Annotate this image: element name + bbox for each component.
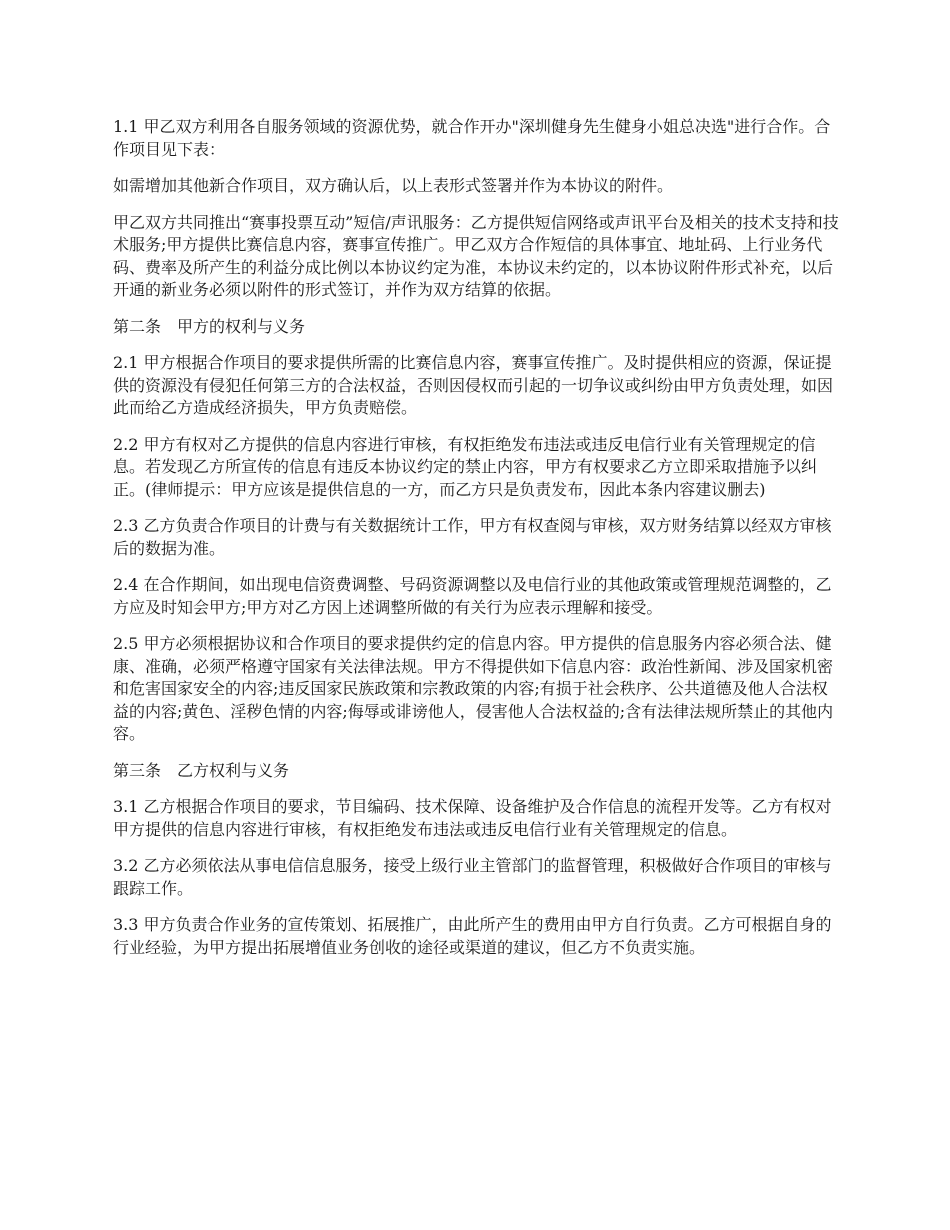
paragraph-3-2: 3.2 乙方必须依法从事电信信息服务，接受上级行业主管部门的监督管理，积极做好合作项目的审核与跟踪工作。 [113,856,832,898]
paragraph-2-2: 2.2 甲方有权对乙方提供的信息内容进行审核，有权拒绝发布违法或违反电信行业有关管理规定的信息。若发现乙方所宣传的信息有违反本协议约定的禁止内容，甲方有权要求乙方立即采取措施予以纠正。(律师提示：甲方应该是提供信息的一方，而乙方只是负责发布，因此本条内容建议删去) [113,434,818,499]
paragraph-2-1: 2.1 甲方根据合作项目的要求提供所需的比赛信息内容，赛事宣传推广。及时提供相应的资源，保证提供的资源没有侵犯任何第三方的合法权益，否则因侵权而引起的一切争议或纠纷由甲方负责处理，如因此而给乙方造成经济损失，甲方负责赔偿。 [113,353,834,417]
paragraph-2-4: 2.4 在合作期间，如出现电信资费调整、号码资源调整以及电信行业的其他政策或管理规范调整的，乙方应及时知会甲方;甲方对乙方因上述调整所做的有关行为应表示理解和接受。 [113,575,832,617]
paragraph-2-3: 2.3 乙方负责合作项目的计费与有关数据统计工作，甲方有权查阅与审核，双方财务结算以经双方审核后的数据为准。 [113,516,832,558]
paragraph-additional-projects: 如需增加其他新合作项目，双方确认后，以上表形式签署并作为本协议的附件。 [113,176,674,195]
document-body [113,116,841,973]
paragraph-3-1: 3.1 乙方根据合作项目的要求，节目编码、技术保障、设备维护及合作信息的流程开发等。乙方有权对甲方提供的信息内容进行审核，有权拒绝发布违法或违反电信行业有关管理规定的信息。 [113,797,832,839]
section-heading-article-2: 第二条 甲方的权利与义务 [113,316,306,336]
paragraph-3-3: 3.3 甲方负责合作业务的宣传策划、拓展推广，由此所产生的费用由甲方自行负责。乙方可根据自身的行业经验，为甲方提出拓展增值业务创收的途径或渠道的建议，但乙方不负责实施。 [113,915,832,957]
paragraph-2-5: 2.5 甲方必须根据协议和合作项目的要求提供约定的信息内容。甲方提供的信息服务内容必须合法、健康、准确，必须严格遵守国家有关法律法规。甲方不得提供如下信息内容：政治性新闻、涉及国家机密和危害国家安全的内容;违反国家民族政策和宗教政策的内容;有损于社会秩序、公共道德及他人合法权益的内容;黄色、淫秽色情的内容;侮辱或诽谤他人，侵害他人合法权益的;含有法律法规所禁止的其他内容。 [113,634,834,743]
section-heading-article-3: 第三条 乙方权利与义务 [113,760,290,780]
paragraph-1-1: 1.1 甲乙双方利用各自服务领域的资源优势，就合作开办"深圳健身先生健身小姐总决选"进行合作。合作项目见下表： [113,117,831,159]
paragraph-joint-service: 甲乙双方共同推出“赛事投票互动”短信/声讯服务：乙方提供短信网络或声讯平台及相关的技术支持和技术服务;甲方提供比赛信息内容，赛事宣传推广。甲乙双方合作短信的具体事宜、地址码、上行业务代码、费率及所产生的利益分成比例以本协议约定为准，本协议未约定的，以本协议附件形式补充，以后开通的新业务必须以附件的形式签订，并作为双方结算的依据。 [113,212,839,299]
